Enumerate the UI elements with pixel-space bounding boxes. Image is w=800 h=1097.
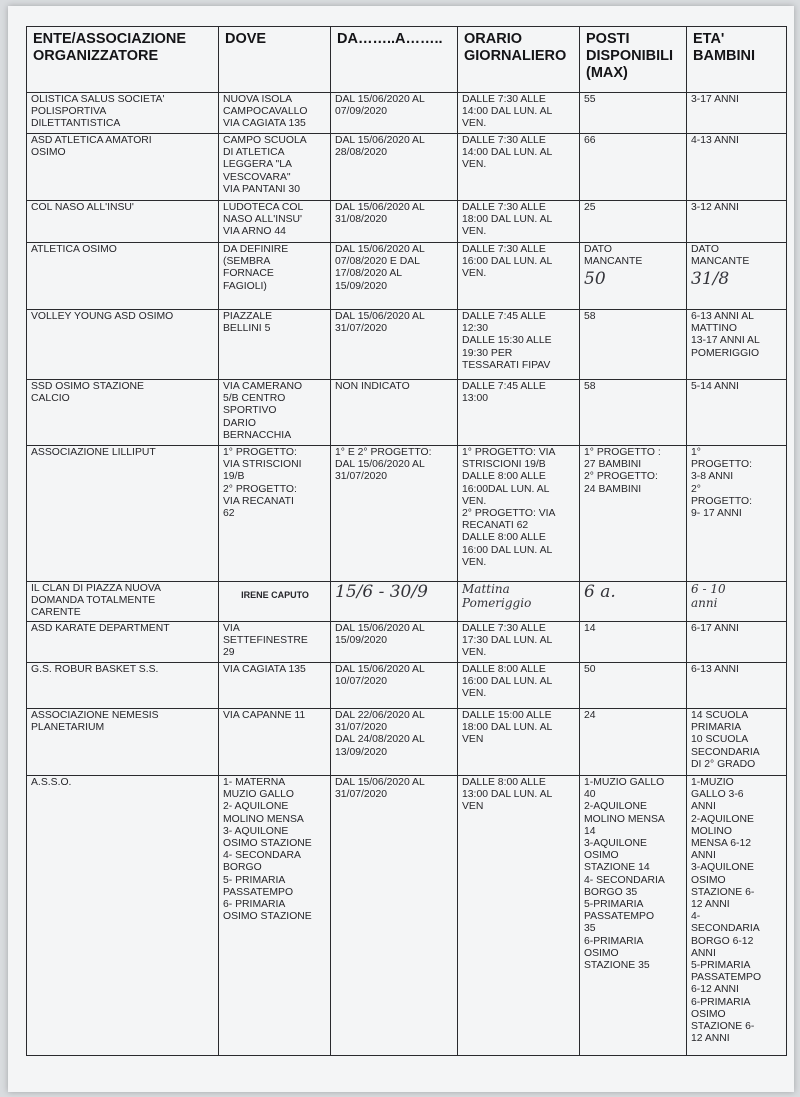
cell-eta: 1-MUZIO GALLO 3-6 ANNI 2-AQUILONE MOLINO MENSA 6-12 ANNI 3-AQUILONE OSIMO STAZIONE 6- 12 ANNI 4- SECONDARIA BORGO 6-12 ANNI 5-PRIMARIA PASSATEMPO 6-12 ANNI 6-PRIMARIA OSIMO STAZIONE 6- 12 ANNI	[687, 776, 787, 1056]
cell-ente: ASD KARATE DEPARTMENT	[27, 622, 219, 663]
cell-orario: DALLE 7:30 ALLE 17:30 DAL LUN. AL VEN.	[458, 622, 580, 663]
header-eta: ETA' BAMBINI	[687, 27, 787, 93]
header-row	[27, 27, 787, 93]
cell-orario: DALLE 7:30 ALLE 18:00 DAL LUN. AL VEN.	[458, 201, 580, 243]
cell-posti: 50	[580, 663, 687, 709]
header-periodo: DA……..A……..	[331, 27, 458, 93]
table-row	[27, 201, 787, 243]
cell-ente: IL CLAN DI PIAZZA NUOVA DOMANDA TOTALMENTE CARENTE	[27, 582, 219, 622]
cell-posti	[580, 243, 687, 310]
cell-periodo: DAL 15/06/2020 AL 10/07/2020	[331, 663, 458, 709]
table-row	[27, 622, 787, 663]
cell-posti	[580, 582, 687, 622]
cell-dove: 1° PROGETTO: VIA STRISCIONI 19/B 2° PROGETTO: VIA RECANATI 62	[219, 446, 331, 582]
cell-dove: VIA CAGIATA 135	[219, 663, 331, 709]
handwritten-signature-name: IRENE CAPUTO	[241, 590, 309, 600]
summer-camps-table	[26, 26, 787, 1056]
table-row	[27, 93, 787, 134]
cell-eta: 14 SCUOLA PRIMARIA 10 SCUOLA SECONDARIA DI 2° GRADO	[687, 709, 787, 776]
cell-dove: LUDOTECA COL NASO ALL'INSU' VIA ARNO 44	[219, 201, 331, 243]
cell-dove: VIA CAMERANO 5/B CENTRO SPORTIVO DARIO BERNACCHIA	[219, 380, 331, 446]
cell-dove: VIA CAPANNE 11	[219, 709, 331, 776]
cell-posti: 1° PROGETTO : 27 BAMBINI 2° PROGETTO: 24 BAMBINI	[580, 446, 687, 582]
cell-periodo: 1° E 2° PROGETTO: DAL 15/06/2020 AL 31/07/2020	[331, 446, 458, 582]
cell-eta: 4-13 ANNI	[687, 134, 787, 201]
cell-posti: 25	[580, 201, 687, 243]
posti-handwritten: 50	[584, 269, 606, 290]
table-row	[27, 380, 787, 446]
cell-dove: PIAZZALE BELLINI 5	[219, 310, 331, 380]
cell-periodo: DAL 15/06/2020 AL 31/07/2020	[331, 776, 458, 1056]
cell-ente: ASSOCIAZIONE LILLIPUT	[27, 446, 219, 582]
cell-eta: 6-13 ANNI	[687, 663, 787, 709]
cell-eta	[687, 582, 787, 622]
table-row	[27, 663, 787, 709]
cell-orario: DALLE 8:00 ALLE 13:00 DAL LUN. AL VEN	[458, 776, 580, 1056]
cell-periodo: DAL 15/06/2020 AL 07/09/2020	[331, 93, 458, 134]
cell-periodo: DAL 15/06/2020 AL 31/08/2020	[331, 201, 458, 243]
periodo-handwritten: 15/6 - 30/9	[335, 582, 428, 602]
cell-posti: 55	[580, 93, 687, 134]
table-row	[27, 243, 787, 310]
table-row	[27, 134, 787, 201]
table-row	[27, 446, 787, 582]
header-orario: ORARIO GIORNALIERO	[458, 27, 580, 93]
cell-dove: DA DEFINIRE (SEMBRA FORNACE FAGIOLI)	[219, 243, 331, 310]
eta-handwritten: 6 - 10 anni	[691, 582, 726, 611]
cell-posti: 66	[580, 134, 687, 201]
cell-ente: ASD ATLETICA AMATORI OSIMO	[27, 134, 219, 201]
cell-dove: CAMPO SCUOLA DI ATLETICA LEGGERA "LA VESCOVARA" VIA PANTANI 30	[219, 134, 331, 201]
cell-periodo: DAL 15/06/2020 AL 28/08/2020	[331, 134, 458, 201]
cell-orario	[458, 582, 580, 622]
header-ente: ENTE/ASSOCIAZIONE ORGANIZZATORE	[27, 27, 219, 93]
cell-orario: DALLE 7:45 ALLE 13:00	[458, 380, 580, 446]
table-row	[27, 776, 787, 1056]
cell-orario: DALLE 15:00 ALLE 18:00 DAL LUN. AL VEN	[458, 709, 580, 776]
cell-posti: 14	[580, 622, 687, 663]
cell-posti: 1-MUZIO GALLO 40 2-AQUILONE MOLINO MENSA 14 3-AQUILONE OSIMO STAZIONE 14 4- SECONDARIA BORGO 35 5-PRIMARIA PASSATEMPO 35 6-PRIMARIA OSIMO STAZIONE 35	[580, 776, 687, 1056]
cell-orario: DALLE 7:30 ALLE 14:00 DAL LUN. AL VEN.	[458, 134, 580, 201]
cell-orario: DALLE 7:45 ALLE 12:30 DALLE 15:30 ALLE 19:30 PER TESSARATI FIPAV	[458, 310, 580, 380]
cell-orario: DALLE 7:30 ALLE 16:00 DAL LUN. AL VEN.	[458, 243, 580, 310]
cell-periodo	[331, 582, 458, 622]
eta-text: DATO MANCANTE	[691, 244, 750, 268]
cell-periodo: DAL 15/06/2020 AL 15/09/2020	[331, 622, 458, 663]
cell-eta: 6-17 ANNI	[687, 622, 787, 663]
cell-ente: ASSOCIAZIONE NEMESIS PLANETARIUM	[27, 709, 219, 776]
cell-ente: OLISTICA SALUS SOCIETA' POLISPORTIVA DILETTANTISTICA	[27, 93, 219, 134]
cell-posti: 58	[580, 310, 687, 380]
posti-text: DATO MANCANTE	[584, 244, 643, 268]
cell-eta: 5-14 ANNI	[687, 380, 787, 446]
cell-dove: VIA SETTEFINESTRE 29	[219, 622, 331, 663]
cell-periodo: DAL 22/06/2020 AL 31/07/2020 DAL 24/08/2020 AL 13/09/2020	[331, 709, 458, 776]
table-row	[27, 709, 787, 776]
cell-orario: DALLE 8:00 ALLE 16:00 DAL LUN. AL VEN.	[458, 663, 580, 709]
header-dove: DOVE	[219, 27, 331, 93]
table-row	[27, 310, 787, 380]
cell-ente: G.S. ROBUR BASKET S.S.	[27, 663, 219, 709]
posti-handwritten: 6 a.	[584, 582, 616, 602]
cell-dove: NUOVA ISOLA CAMPOCAVALLO VIA CAGIATA 135	[219, 93, 331, 134]
cell-ente: VOLLEY YOUNG ASD OSIMO	[27, 310, 219, 380]
document-page	[8, 6, 794, 1092]
cell-ente: SSD OSIMO STAZIONE CALCIO	[27, 380, 219, 446]
header-posti: POSTI DISPONIBILI (MAX)	[580, 27, 687, 93]
cell-eta	[687, 243, 787, 310]
cell-ente: COL NASO ALL'INSU'	[27, 201, 219, 243]
cell-dove: 1- MATERNA MUZIO GALLO 2- AQUILONE MOLINO MENSA 3- AQUILONE OSIMO STAZIONE 4- SECONDARA BORGO 5- PRIMARIA PASSATEMPO 6- PRIMARIA OSIMO STAZIONE	[219, 776, 331, 1056]
cell-ente: ATLETICA OSIMO	[27, 243, 219, 310]
cell-posti: 24	[580, 709, 687, 776]
cell-periodo: NON INDICATO	[331, 380, 458, 446]
cell-periodo: DAL 15/06/2020 AL 07/08/2020 E DAL 17/08/2020 AL 15/09/2020	[331, 243, 458, 310]
cell-periodo: DAL 15/06/2020 AL 31/07/2020	[331, 310, 458, 380]
table-row	[27, 582, 787, 622]
orario-handwritten: Mattina Pomeriggio	[462, 582, 532, 611]
cell-dove	[219, 582, 331, 622]
cell-orario: 1° PROGETTO: VIA STRISCIONI 19/B DALLE 8:00 ALLE 16:00DAL LUN. AL VEN. 2° PROGETTO: VIA RECANATI 62 DALLE 8:00 ALLE 16:00 DAL LUN. AL VEN.	[458, 446, 580, 582]
cell-posti: 58	[580, 380, 687, 446]
cell-orario: DALLE 7:30 ALLE 14:00 DAL LUN. AL VEN.	[458, 93, 580, 134]
cell-ente: A.S.S.O.	[27, 776, 219, 1056]
cell-eta: 1° PROGETTO: 3-8 ANNI 2° PROGETTO: 9- 17 ANNI	[687, 446, 787, 582]
cell-eta: 3-12 ANNI	[687, 201, 787, 243]
cell-eta: 6-13 ANNI AL MATTINO 13-17 ANNI AL POMERIGGIO	[687, 310, 787, 380]
cell-eta: 3-17 ANNI	[687, 93, 787, 134]
eta-handwritten: 31/8	[691, 269, 730, 290]
